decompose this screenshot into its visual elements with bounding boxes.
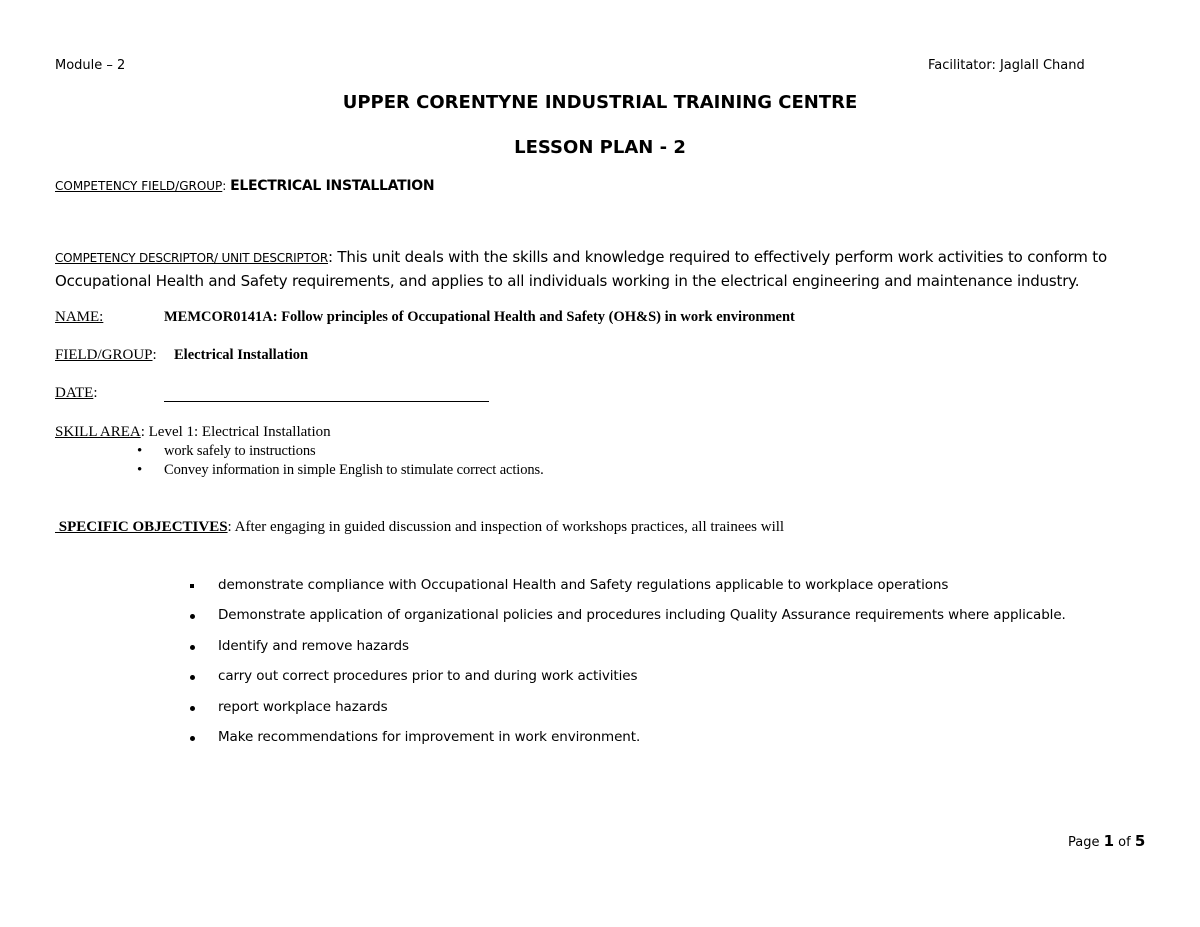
objective-item: carry out correct procedures prior to and during work activities [218, 668, 638, 684]
objective-item: Identify and remove hazards [218, 638, 409, 654]
total-pages: 5 [1134, 832, 1146, 850]
competency-field-value: ELECTRICAL INSTALLATION [230, 178, 435, 194]
of-word: of [1114, 835, 1135, 850]
specific-objectives-text: : After engaging in guided discussion and inspection of workshops practices, all trainees will [227, 519, 785, 535]
bullet-icon [190, 645, 195, 650]
bullet-icon [190, 614, 195, 619]
skill-area [55, 424, 331, 441]
competency-field [55, 178, 434, 194]
skill-area-text: : Level 1: Electrical Installation [140, 424, 331, 440]
current-page: 1 [1103, 832, 1115, 850]
lesson-plan-title: LESSON PLAN - 2 [514, 137, 686, 158]
facilitator-label: Facilitator: Jaglall Chand [928, 58, 1085, 73]
bullet-icon: • [137, 462, 143, 478]
page-word: Page [1068, 835, 1104, 850]
field-group-label [55, 347, 157, 364]
date-separator: : [93, 385, 98, 401]
name-label: NAME: [55, 309, 104, 325]
date-label-text: DATE [55, 385, 94, 401]
competency-field-separator: : [222, 179, 231, 193]
skill-item: work safely to instructions [164, 443, 316, 459]
skill-item: Convey information in simple English to stimulate correct actions. [164, 462, 544, 478]
competency-descriptor-label: COMPETENCY DESCRIPTOR/ UNIT DESCRIPTOR [55, 251, 328, 265]
module-label: Module – 2 [55, 58, 126, 73]
bullet-icon [190, 706, 195, 711]
name-value: MEMCOR0141A: Follow principles of Occupational Health and Safety (OH&S) in work environment [164, 309, 795, 325]
bullet-icon [190, 675, 195, 680]
field-group-label-text: FIELD/GROUP [55, 347, 153, 363]
specific-objectives-label: SPECIFIC OBJECTIVES [55, 519, 228, 535]
objective-item: Make recommendations for improvement in work environment. [218, 729, 641, 745]
competency-descriptor [55, 246, 1150, 293]
competency-descriptor-text: This unit deals with the skills and knowledge required to effectively perform work activities to conform to Occupational Health and Safety requirements, and applies to all individuals working in the electrical engineering and maintenance industry. [55, 248, 1107, 290]
objective-item: demonstrate compliance with Occupational Health and Safety regulations applicable to workplace operations [218, 577, 949, 593]
date-blank-line [164, 401, 489, 402]
competency-descriptor-separator: : [328, 248, 338, 266]
objective-item: Demonstrate application of organizational policies and procedures including Quality Assurance requirements where applicable. [218, 607, 1066, 623]
competency-field-label: COMPETENCY FIELD/GROUP [55, 179, 223, 193]
objective-item: report workplace hazards [218, 699, 388, 715]
field-group-value: Electrical Installation [174, 347, 309, 363]
page-number [1068, 832, 1145, 850]
field-group-separator: : [152, 347, 157, 363]
document-title: UPPER CORENTYNE INDUSTRIAL TRAINING CENTRE [342, 92, 858, 113]
square-bullet-icon [190, 584, 194, 588]
skill-area-label: SKILL AREA [55, 424, 141, 440]
specific-objectives [55, 519, 784, 536]
date-label [55, 385, 98, 402]
bullet-icon [190, 736, 195, 741]
bullet-icon: • [137, 443, 143, 459]
